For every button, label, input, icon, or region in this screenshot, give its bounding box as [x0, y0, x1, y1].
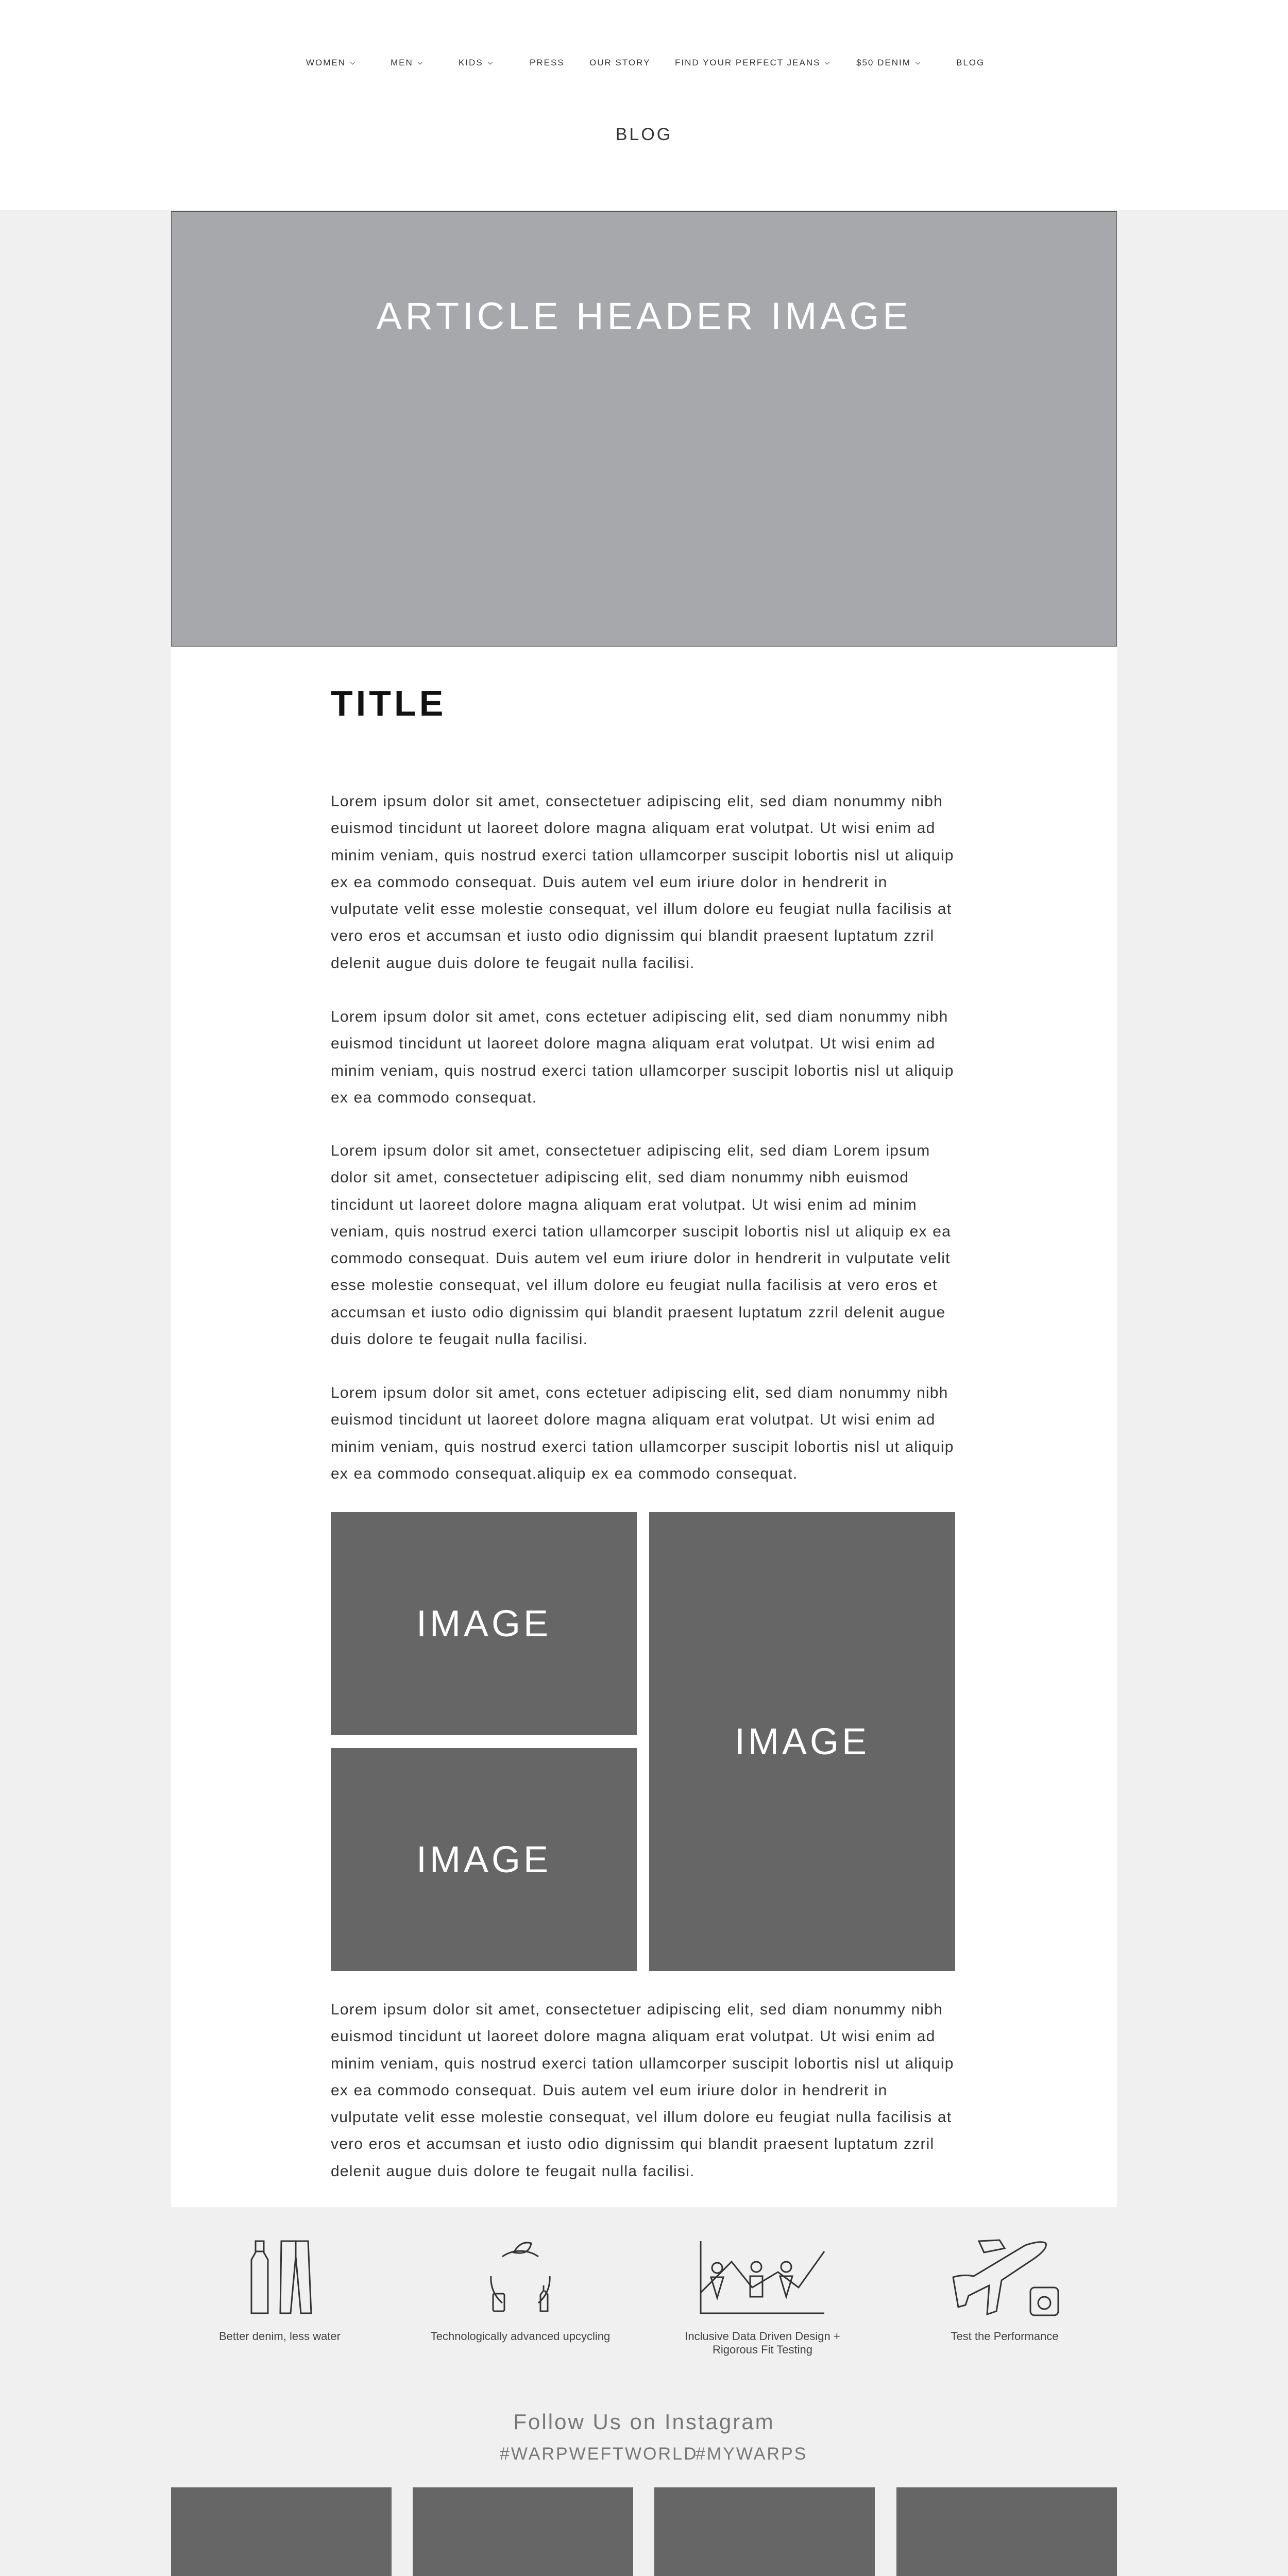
- nav-item-women[interactable]: [306, 58, 354, 68]
- chevron-down-icon: [417, 59, 422, 64]
- image-label: IMAGE: [416, 1839, 552, 1880]
- article-paragraph-5: Lorem ipsum dolor sit amet, consectetuer adipiscing elit, sed diam nonummy nibh euismod tincidunt ut laoreet dolore magna aliquam erat volutpat. Ut wisi enim ad minim veniam, quis nostrud exerci tation ullamcorper suscipit lobortis nisl ut aliquip ex ea commodo consequat. Duis autem vel eum iriure dolor in hendrerit in vulputate velit esse molestie consequat, vel illum dolore eu feugiat nulla facilisis at vero eros et accumsan et iusto odio dignissim qui blandit praesent luptatum zzril delenit augue duis dolore te feugait nulla facilisi.: [331, 2001, 954, 2180]
- nav-label: MEN: [391, 58, 413, 67]
- image-label: IMAGE: [734, 1721, 870, 1762]
- feature-label: Better denim, less water: [219, 2330, 341, 2343]
- feature-upcycling: [422, 2236, 618, 2343]
- nav-item-our-story[interactable]: [589, 58, 650, 68]
- feature-performance: [907, 2236, 1103, 2343]
- instagram-post-4[interactable]: [896, 2487, 1117, 2576]
- feature-label: Technologically advanced upcycling: [430, 2330, 611, 2343]
- article-card: [171, 211, 1117, 2207]
- nav-label: FIND YOUR PERFECT JEANS: [675, 58, 821, 67]
- feature-label: Inclusive Data Driven Design + Rigorous Fit Testing: [685, 2330, 840, 2356]
- nav-label: OUR STORY: [589, 58, 651, 67]
- nav-label: PRESS: [530, 58, 565, 67]
- bottle-and-jeans-icon: [241, 2236, 318, 2318]
- instagram-heading: Follow Us on Instagram: [513, 2410, 775, 2434]
- article-title: TITLE: [331, 683, 447, 723]
- nav-label: KIDS: [459, 58, 483, 67]
- header-image-label: ARTICLE HEADER IMAGE: [376, 295, 912, 337]
- instagram-post-1[interactable]: [171, 2487, 392, 2576]
- nav-label: WOMEN: [306, 58, 346, 67]
- article-header-image: [171, 211, 1117, 647]
- instagram-post-2[interactable]: [413, 2487, 633, 2576]
- feature-label: Test the Performance: [951, 2330, 1059, 2343]
- page-heading: BLOG: [615, 125, 673, 144]
- hashtag-mywarps[interactable]: #MYWARPS: [696, 2444, 808, 2464]
- article-paragraph-3: Lorem ipsum dolor sit amet, consectetuer adipiscing elit, sed diam Lorem ipsum dolor sit amet, consectetuer adipiscing elit, sed diam nonummy nibh euismod tincidunt ut laoreet dolore magna aliquam erat volutpat. Ut wisi enim ad minim veniam, quis nostrud exerci tation ullamcorper suscipit lobortis nisl ut aliquip ex ea commodo consequat. Duis autem vel eum iriure dolor in hendrerit in vulputate velit esse molestie consequat, vel illum dolore eu feugiat nulla facilisis at vero eros et accumsan et iusto odio dignissim qui blandit praesent luptatum zzril delenit augue duis dolore te feugait nulla facilisi.: [331, 1142, 952, 1348]
- chevron-down-icon: [350, 59, 355, 64]
- nav-label: BLOG: [956, 58, 985, 67]
- image-placeholder-bottom-left: [331, 1748, 637, 1971]
- hashtag-warpweftworld[interactable]: #WARPWEFTWORLD: [500, 2444, 698, 2464]
- nav-label: $50 DENIM: [856, 58, 911, 67]
- feature-water: [182, 2236, 378, 2343]
- chevron-down-icon: [487, 59, 493, 64]
- airplane-camera-icon: [948, 2236, 1061, 2318]
- image-placeholder-right: [649, 1512, 955, 1971]
- nav-item-50-denim[interactable]: [856, 58, 920, 68]
- article-paragraph-4: Lorem ipsum dolor sit amet, cons ectetuer adipiscing elit, sed diam nonummy nibh euismod tincidunt ut laoreet dolore magna aliquam erat volutpat. Ut wisi enim ad minim veniam, quis nostrud exerci tation ullamcorper suscipit lobortis nisl ut aliquip ex ea commodo consequat.aliquip ex ea commodo consequat.: [331, 1384, 954, 1482]
- image-label: IMAGE: [416, 1603, 552, 1645]
- data-chart-icon: [696, 2236, 829, 2318]
- chevron-down-icon: [825, 59, 830, 64]
- article-paragraph-1: Lorem ipsum dolor sit amet, consectetuer adipiscing elit, sed diam nonummy nibh euismod tincidunt ut laoreet dolore magna aliquam erat volutpat. Ut wisi enim ad minim veniam, quis nostrud exerci tation ullamcorper suscipit lobortis nisl ut aliquip ex ea commodo consequat. Duis autem vel eum iriure dolor in hendrerit in vulputate velit esse molestie consequat, vel illum dolore eu feugiat nulla facilisis at vero eros et accumsan et iusto odio dignissim qui blandit praesent luptatum zzril delenit augue duis dolore te feugait nulla facilisi.: [331, 793, 954, 972]
- image-placeholder-top-left: [331, 1512, 637, 1735]
- article-paragraph-2: Lorem ipsum dolor sit amet, cons ectetuer adipiscing elit, sed diam nonummy nibh euismod tincidunt ut laoreet dolore magna aliquam erat volutpat. Ut wisi enim ad minim veniam, quis nostrud exerci tation ullamcorper suscipit lobortis nisl ut aliquip ex ea commodo consequat.: [331, 1008, 954, 1106]
- site-header: [0, 0, 1288, 210]
- recycle-leaf-icon: [482, 2236, 559, 2318]
- nav-item-press[interactable]: [530, 58, 565, 68]
- nav-item-find-your-perfect-jeans[interactable]: [675, 58, 829, 68]
- nav-item-kids[interactable]: [459, 58, 492, 68]
- chevron-down-icon: [915, 59, 920, 64]
- feature-data-driven: [665, 2236, 860, 2357]
- nav-item-men[interactable]: [391, 58, 422, 68]
- instagram-post-3[interactable]: [654, 2487, 875, 2576]
- nav-item-blog[interactable]: [956, 58, 985, 68]
